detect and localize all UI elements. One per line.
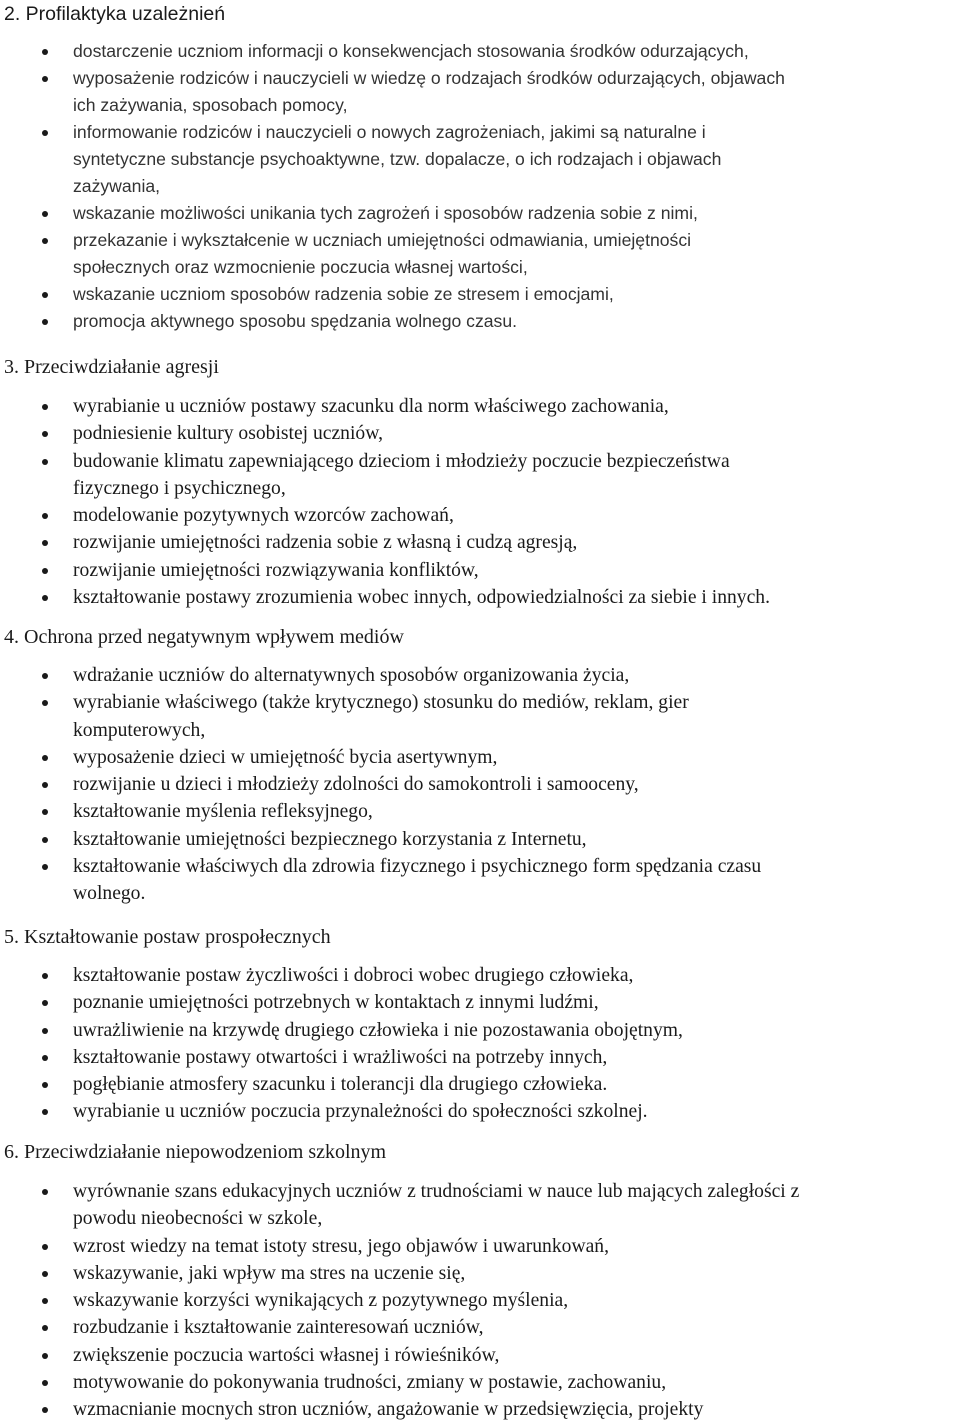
section-heading: 5. Kształtowanie postaw prospołecznych <box>4 926 331 948</box>
list-item <box>0 1314 960 1341</box>
list-item <box>0 420 960 447</box>
bullet-dot-icon <box>42 1353 48 1359</box>
list-item-text: informowanie rodziców i nauczycieli o nowych zagrożeniach, jakimi są naturalne i <box>73 122 706 142</box>
bullet-dot-icon <box>42 755 48 761</box>
list-item-text: promocja aktywnego sposobu spędzania wolnego czasu. <box>73 311 518 331</box>
list-item-text: kształtowanie myślenia refleksyjnego, <box>73 801 373 823</box>
bullet-dot-icon <box>42 1082 48 1088</box>
bullet-dot-icon <box>42 973 48 979</box>
bullet-dot-icon <box>42 673 48 679</box>
bullet-list <box>0 1178 960 1424</box>
bullet-dot-icon <box>42 1271 48 1277</box>
list-item-text: wyrabianie właściwego (także krytycznego) stosunku do mediów, reklam, gier <box>73 692 689 714</box>
list-item <box>0 281 960 308</box>
list-item-text: wskazanie możliwości unikania tych zagrożeń i sposobów radzenia sobie z nimi, <box>73 203 698 223</box>
bullet-dot-icon <box>42 49 48 55</box>
list-item <box>0 393 960 420</box>
list-item <box>0 1287 960 1314</box>
section-heading: 3. Przeciwdziałanie agresji <box>4 356 219 378</box>
bullet-dot-icon <box>42 837 48 843</box>
list-item <box>0 771 960 798</box>
list-item <box>0 448 960 503</box>
list-item <box>0 1044 960 1071</box>
bullet-dot-icon <box>42 595 48 601</box>
bullet-dot-icon <box>42 130 48 136</box>
bullet-dot-icon <box>42 431 48 437</box>
list-item <box>0 1071 960 1098</box>
list-item-text: wskazanie uczniom sposobów radzenia sobie ze stresem i emocjami, <box>73 284 614 304</box>
list-item-text: budowanie klimatu zapewniającego dzieciom i młodzieży poczucie bezpieczeństwa <box>73 450 730 472</box>
bullet-dot-icon <box>42 1189 48 1195</box>
list-item <box>0 119 960 200</box>
list-item <box>0 1098 960 1125</box>
list-item-text: wdrażanie uczniów do alternatywnych sposobów organizowania życia, <box>73 665 630 686</box>
list-item <box>0 529 960 556</box>
list-item-text: zwiększenie poczucia wartości własnej i rówieśników, <box>73 1344 500 1366</box>
list-item-text: pogłębianie atmosfery szacunku i tolerancji dla drugiego człowieka. <box>73 1074 608 1096</box>
bullet-dot-icon <box>42 1407 48 1413</box>
bullet-dot-icon <box>42 864 48 870</box>
list-item <box>0 1178 960 1233</box>
bullet-dot-icon <box>42 809 48 815</box>
list-item <box>0 584 960 611</box>
list-item <box>0 502 960 529</box>
list-item-text: wzrost wiedzy na temat istoty stresu, jego objawów i uwarunkowań, <box>73 1235 609 1257</box>
list-item-text: syntetyczne substancje psychoaktywne, tzw. dopalacze, o ich rodzajach i objawach <box>73 149 722 169</box>
list-item <box>0 689 960 744</box>
list-item-text: rozwijanie umiejętności rozwiązywania konfliktów, <box>73 559 479 581</box>
list-item-text: kształtowanie postaw życzliwości i dobroci wobec drugiego człowieka, <box>73 965 634 986</box>
list-item-text: społecznych oraz wzmocnienie poczucia własnej wartości, <box>73 257 528 277</box>
list-item <box>0 853 960 908</box>
list-item <box>0 38 960 65</box>
bullet-dot-icon <box>42 1000 48 1006</box>
bullet-dot-icon <box>42 1380 48 1386</box>
list-item-text: wyrównanie szans edukacyjnych uczniów z trudnościami w nauce lub mających zaległości z <box>73 1181 800 1202</box>
bullet-list <box>0 962 960 1126</box>
bullet-dot-icon <box>42 782 48 788</box>
list-item-text: rozwijanie u dzieci i młodzieży zdolności do samokontroli i samooceny, <box>73 774 639 796</box>
bullet-dot-icon <box>42 459 48 465</box>
list-item-text: kształtowanie postawy zrozumienia wobec innych, odpowiedzialności za siebie i innych. <box>73 587 770 609</box>
section-heading: 4. Ochrona przed negatywnym wpływem mediów <box>4 626 404 648</box>
bullet-dot-icon <box>42 700 48 706</box>
list-item <box>0 1342 960 1369</box>
list-item <box>0 308 960 335</box>
list-item-text: rozbudzanie i kształtowanie zainteresowań uczniów, <box>73 1317 484 1339</box>
list-item <box>0 826 960 853</box>
list-item <box>0 798 960 825</box>
list-item-text: powodu nieobecności w szkole, <box>73 1208 323 1230</box>
list-item-text: wolnego. <box>73 883 146 905</box>
list-item-text: wyposażenie rodziców i nauczycieli w wiedzę o rodzajach środków odurzających, objawach <box>73 68 785 88</box>
bullet-dot-icon <box>42 1298 48 1304</box>
list-item-text: komputerowych, <box>73 719 206 741</box>
list-item-text: uwrażliwienie na krzywdę drugiego człowieka i nie pozostawania obojętnym, <box>73 1019 683 1041</box>
list-item <box>0 200 960 227</box>
bullet-list <box>0 662 960 908</box>
section-heading: 2. Profilaktyka uzależnień <box>4 3 226 25</box>
list-item <box>0 65 960 119</box>
bullet-dot-icon <box>42 404 48 410</box>
list-item <box>0 557 960 584</box>
list-item-text: wyrabianie u uczniów postawy szacunku dla norm właściwego zachowania, <box>73 396 669 417</box>
list-item-text: rozwijanie umiejętności radzenia sobie z własną i cudzą agresją, <box>73 532 578 554</box>
list-item <box>0 1017 960 1044</box>
bullet-dot-icon <box>42 1055 48 1061</box>
bullet-dot-icon <box>42 319 48 325</box>
list-item-text: kształtowanie umiejętności bezpiecznego korzystania z Internetu, <box>73 828 587 850</box>
list-item <box>0 662 960 689</box>
list-item-text: wskazywanie korzyści wynikających z pozytywnego myślenia, <box>73 1290 569 1312</box>
bullet-dot-icon <box>42 1028 48 1034</box>
list-item <box>0 1396 960 1423</box>
list-item-text: kształtowanie postawy otwartości i wrażliwości na potrzeby innych, <box>73 1046 608 1068</box>
bullet-list <box>0 38 960 335</box>
bullet-dot-icon <box>42 1244 48 1250</box>
list-item <box>0 1369 960 1396</box>
list-item <box>0 227 960 281</box>
list-item-text: modelowanie pozytywnych wzorców zachowań, <box>73 505 454 527</box>
list-item-text: zażywania, <box>73 176 161 196</box>
list-item <box>0 962 960 989</box>
bullet-dot-icon <box>42 76 48 82</box>
list-item-text: fizycznego i psychicznego, <box>73 477 286 499</box>
list-item-text: wzmacnianie mocnych stron uczniów, angażowanie w przedsięwzięcia, projekty <box>73 1399 704 1421</box>
bullet-dot-icon <box>42 211 48 217</box>
list-item-text: ich zażywania, sposobach pomocy, <box>73 95 348 115</box>
list-item-text: wyrabianie u uczniów poczucia przynależności do społeczności szkolnej. <box>73 1101 648 1123</box>
list-item <box>0 744 960 771</box>
bullet-dot-icon <box>42 540 48 546</box>
list-item-text: podniesienie kultury osobistej uczniów, <box>73 423 383 445</box>
section-heading: 6. Przeciwdziałanie niepowodzeniom szkolnym <box>4 1141 387 1163</box>
list-item-text: poznanie umiejętności potrzebnych w kontaktach z innymi ludźmi, <box>73 992 599 1014</box>
bullet-list <box>0 393 960 611</box>
list-item <box>0 1233 960 1260</box>
bullet-dot-icon <box>42 292 48 298</box>
list-item-text: wskazywanie, jaki wpływ ma stres na uczenie się, <box>73 1262 466 1284</box>
list-item-text: motywowanie do pokonywania trudności, zmiany w postawie, zachowaniu, <box>73 1372 667 1394</box>
bullet-dot-icon <box>42 513 48 519</box>
list-item-text: dostarczenie uczniom informacji o konsekwencjach stosowania środków odurzających, <box>73 41 749 61</box>
bullet-dot-icon <box>42 568 48 574</box>
bullet-dot-icon <box>42 1109 48 1115</box>
list-item-text: wyposażenie dzieci w umiejętność bycia asertywnym, <box>73 746 498 768</box>
list-item-text: przekazanie i wykształcenie w uczniach umiejętności odmawiania, umiejętności <box>73 230 692 250</box>
bullet-dot-icon <box>42 238 48 244</box>
bullet-dot-icon <box>42 1325 48 1331</box>
list-item <box>0 1260 960 1287</box>
list-item-text: kształtowanie właściwych dla zdrowia fizycznego i psychicznego form spędzania czasu <box>73 856 762 878</box>
list-item <box>0 989 960 1016</box>
